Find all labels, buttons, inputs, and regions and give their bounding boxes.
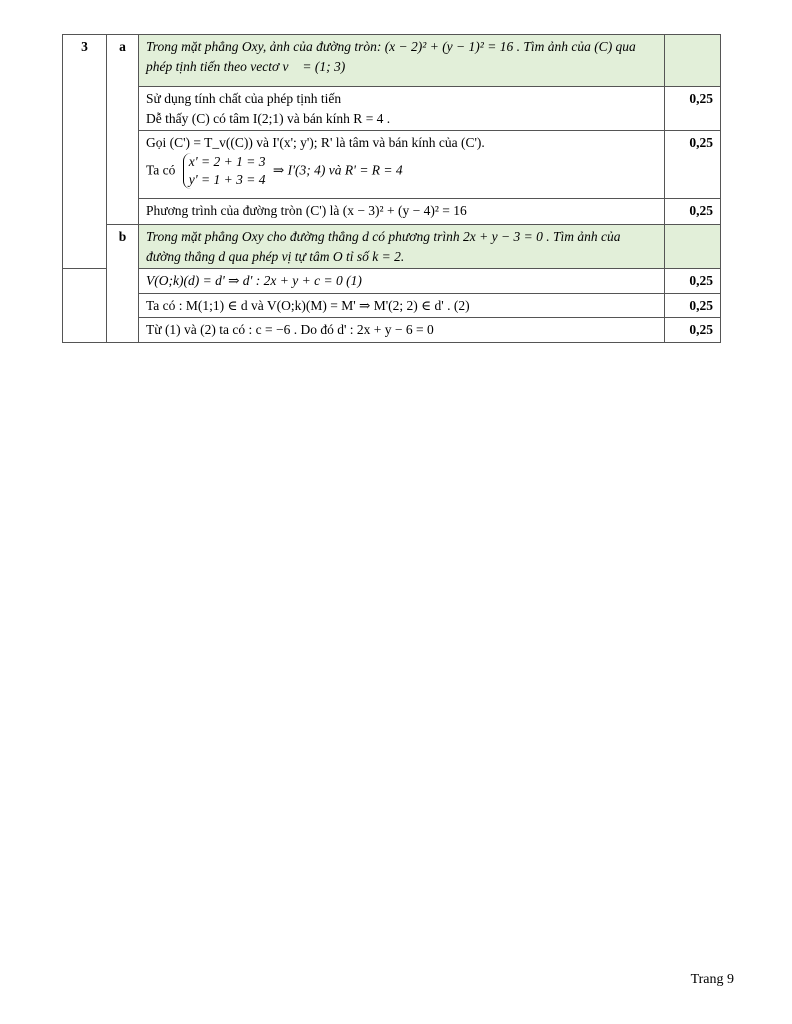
- step-text: Ta có : M(1;1) ∈ d và V(O;k)(M) = M' ⇒ M'(2; 2) ∈ d' . (2): [139, 293, 665, 318]
- part-b-step-2: [63, 293, 721, 318]
- step-text: Gọi (C') = T_v((C)) và I'(x'; y'); R' là tâm và bán kính của (C').: [146, 135, 485, 151]
- question-number-spacer: [63, 293, 107, 318]
- step-score: 0,25: [665, 269, 721, 294]
- step-text: Sử dụng tính chất của phép tịnh tiến: [146, 91, 342, 106]
- part-a-step-3: [63, 199, 721, 225]
- system-conclusion: ⇒ I'(3; 4) và R' = R = 4: [272, 162, 403, 177]
- step-text: Từ (1) và (2) ta có : c = −6 . Do đó d' : 2x + y − 6 = 0: [139, 318, 665, 343]
- step-score: 0,25: [665, 87, 721, 131]
- part-a-step-2-content: [139, 131, 665, 199]
- question-number-spacer: [63, 269, 107, 294]
- part-a-step-1-content: [139, 87, 665, 131]
- part-a-step-2: [63, 131, 721, 199]
- part-a-step-1: [63, 87, 721, 131]
- part-b-prompt-row: [63, 225, 721, 269]
- system-line: [146, 153, 657, 189]
- system-bottom: y' = 1 + 3 = 4: [188, 171, 266, 187]
- step-text: Phương trình của đường tròn (C') là (x − 3)² + (y − 4)² = 16: [139, 199, 665, 225]
- step-text: V(O;k)(d) = d' ⇒ d' : 2x + y + c = 0 (1): [139, 269, 665, 294]
- part-b-step-1: [63, 269, 721, 294]
- part-a-label: a: [107, 35, 139, 225]
- question-number: 3: [63, 35, 107, 269]
- part-b-prompt-score: [665, 225, 721, 269]
- answer-table: [62, 34, 721, 343]
- part-b-step-3: [63, 318, 721, 343]
- ta-co-label: Ta có: [146, 162, 176, 177]
- part-a-prompt-row: [63, 35, 721, 87]
- system-top: x' = 2 + 1 = 3: [188, 153, 266, 169]
- part-a-prompt: Trong mặt phẳng Oxy, ảnh của đường tròn: (x − 2)² + (y − 1)² = 16 . Tìm ảnh của (C) qua phép tịnh tiến theo vectơ v⃗ = (1; 3): [139, 35, 665, 87]
- question-number-spacer: [63, 318, 107, 343]
- part-b-prompt: Trong mặt phẳng Oxy cho đường thẳng d có phương trình 2x + y − 3 = 0 . Tìm ảnh của đường thẳng d qua phép vị tự tâm O tỉ số k = 2.: [139, 225, 665, 269]
- step-score: 0,25: [665, 199, 721, 225]
- step-score: 0,25: [665, 293, 721, 318]
- part-b-label: b: [107, 225, 139, 343]
- step-score: 0,25: [665, 318, 721, 343]
- step-text: Dễ thấy (C) có tâm I(2;1) và bán kính R = 4 .: [146, 110, 391, 126]
- part-a-prompt-score: [665, 35, 721, 87]
- step-score: 0,25: [665, 131, 721, 199]
- equation-system: [183, 153, 266, 189]
- page-number: Trang 9: [690, 972, 734, 987]
